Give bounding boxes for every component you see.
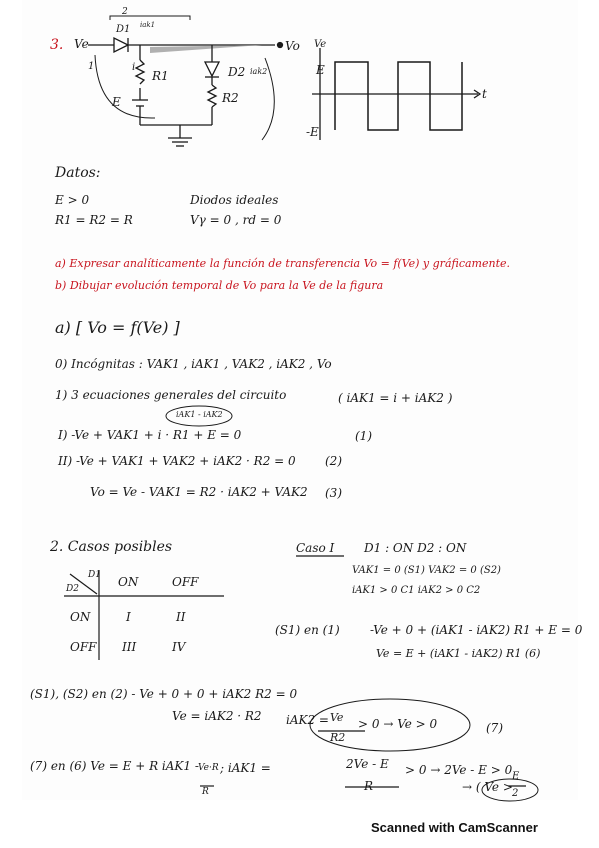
camscanner-footer: Scanned with CamScanner: [371, 820, 538, 835]
sub-2-result: Ve = iAK2 · R2: [172, 709, 262, 723]
mark-1-label: 1: [88, 61, 95, 72]
caso-title: Caso I: [296, 541, 335, 555]
table-corner-top: D1: [88, 570, 101, 580]
sub-1-lhs: (S1) en (1): [275, 623, 340, 637]
d1-label: D1: [116, 24, 131, 35]
problem-number: 3.: [50, 37, 64, 53]
ratio-denominator: R2: [330, 731, 346, 744]
ratio-lhs: iAK2 =: [286, 713, 329, 727]
iak2-small-label: iak2: [250, 67, 268, 76]
last-result-numerator: E: [512, 771, 520, 782]
last-line: (7) en (6) Ve = E + R iAK1 -: [30, 759, 199, 773]
sub-1-rhs: -Ve + 0 + (iAK1 - iAK2) R1 + E = 0: [370, 623, 583, 637]
table-cell-iii: III: [122, 640, 137, 654]
graph-t-label: t: [482, 87, 487, 101]
datos-line-2: R1 = R2 = R: [55, 213, 133, 227]
graph-e-label: E: [316, 63, 325, 77]
ratio-rhs: > 0 → Ve > 0: [358, 717, 438, 731]
table-col-off: OFF: [172, 575, 199, 589]
square-wave: [335, 62, 462, 130]
caso-state: D1 : ON D2 : ON: [364, 541, 467, 555]
diode-d1-icon: [114, 38, 128, 52]
datos-right-2: Vγ = 0 , rd = 0: [190, 213, 282, 227]
step-1-note: ( iAK1 = i + iAK2 ): [338, 391, 453, 405]
graph-neg-e-label: -E: [306, 125, 319, 139]
last-frac-numerator: Ve·R: [198, 763, 219, 773]
vo-label: Vo: [285, 39, 300, 53]
table-row-on-label: ON: [70, 610, 91, 624]
datos-title: Datos:: [55, 165, 101, 181]
table-col-on: ON: [118, 575, 139, 589]
d2-label: D2: [228, 65, 246, 79]
r2-label: R2: [222, 91, 239, 105]
table-cell-i: I: [126, 610, 131, 624]
equation-1: I) -Ve + VAK1 + i · R1 + E = 0: [58, 428, 242, 442]
i-label: i: [132, 62, 136, 73]
table-cell-iv: IV: [172, 640, 186, 654]
equation-1-number: (1): [355, 429, 372, 443]
ve-label: Ve: [74, 37, 89, 51]
equation-3: Vo = Ve - VAK1 = R2 · iAK2 + VAK2: [90, 485, 308, 499]
table-corner-bottom: D2: [66, 584, 79, 594]
r1-label: R1: [152, 69, 169, 83]
caso-line-1: VAK1 = 0 (S1) VAK2 = 0 (S2): [352, 565, 501, 576]
last-frac2-numerator: 2Ve - E: [346, 757, 389, 771]
part-a-heading: a) [ Vo = f(Ve) ]: [55, 318, 180, 337]
bubble-text: iAK1 - iAK2: [176, 410, 223, 419]
mark-2-label: 2: [122, 7, 128, 17]
last-result-denominator: 2: [512, 788, 519, 799]
diode-d2-icon: [205, 62, 219, 76]
resistor-r2-icon: [208, 85, 216, 107]
last-frac-denominator: R: [202, 787, 209, 797]
last-end: > 0 → 2Ve - E > 0: [405, 763, 513, 777]
datos-line-1: E > 0: [55, 193, 90, 207]
iak1-small-label: iak1: [140, 21, 156, 29]
e-label: E: [112, 95, 121, 109]
task-b: b) Dibujar evolución temporal de Vo para la Ve de la figura: [55, 279, 384, 292]
ratio-numerator: Ve: [330, 711, 344, 724]
datos-right-1: Diodos ideales: [190, 193, 279, 207]
equation-3-number: (3): [325, 486, 342, 500]
step-1: 1) 3 ecuaciones generales del circuito: [55, 388, 287, 402]
step-0: 0) Incógnitas : VAK1 , iAK1 , VAK2 , iAK2 , Vo: [55, 357, 332, 371]
sub-2: (S1), (S2) en (2) - Ve + 0 + 0 + iAK2 R2 = 0: [30, 687, 298, 701]
graph-ve-label: Ve: [314, 39, 327, 50]
equation-2: II) -Ve + VAK1 + VAK2 + iAK2 · R2 = 0: [58, 454, 296, 468]
table-row-off-label: OFF: [70, 640, 97, 654]
task-a: a) Expresar analíticamente la función de transferencia Vo = f(Ve) y gráficamente.: [55, 257, 511, 270]
ratio-tag: (7): [486, 721, 503, 735]
last-mid: ; iAK1 =: [220, 761, 271, 775]
last-result: → ( Ve >: [462, 780, 513, 794]
resistor-r1-icon: [136, 60, 144, 84]
equation-2-number: (2): [325, 454, 342, 468]
caso-line-2: iAK1 > 0 C1 iAK2 > 0 C2: [352, 585, 481, 596]
table-cell-ii: II: [176, 610, 186, 624]
part-2-heading: 2. Casos posibles: [50, 539, 173, 555]
last-frac2-denominator: R: [364, 779, 374, 793]
sub-1-result: Ve = E + (iAK1 - iAK2) R1 (6): [376, 647, 541, 660]
